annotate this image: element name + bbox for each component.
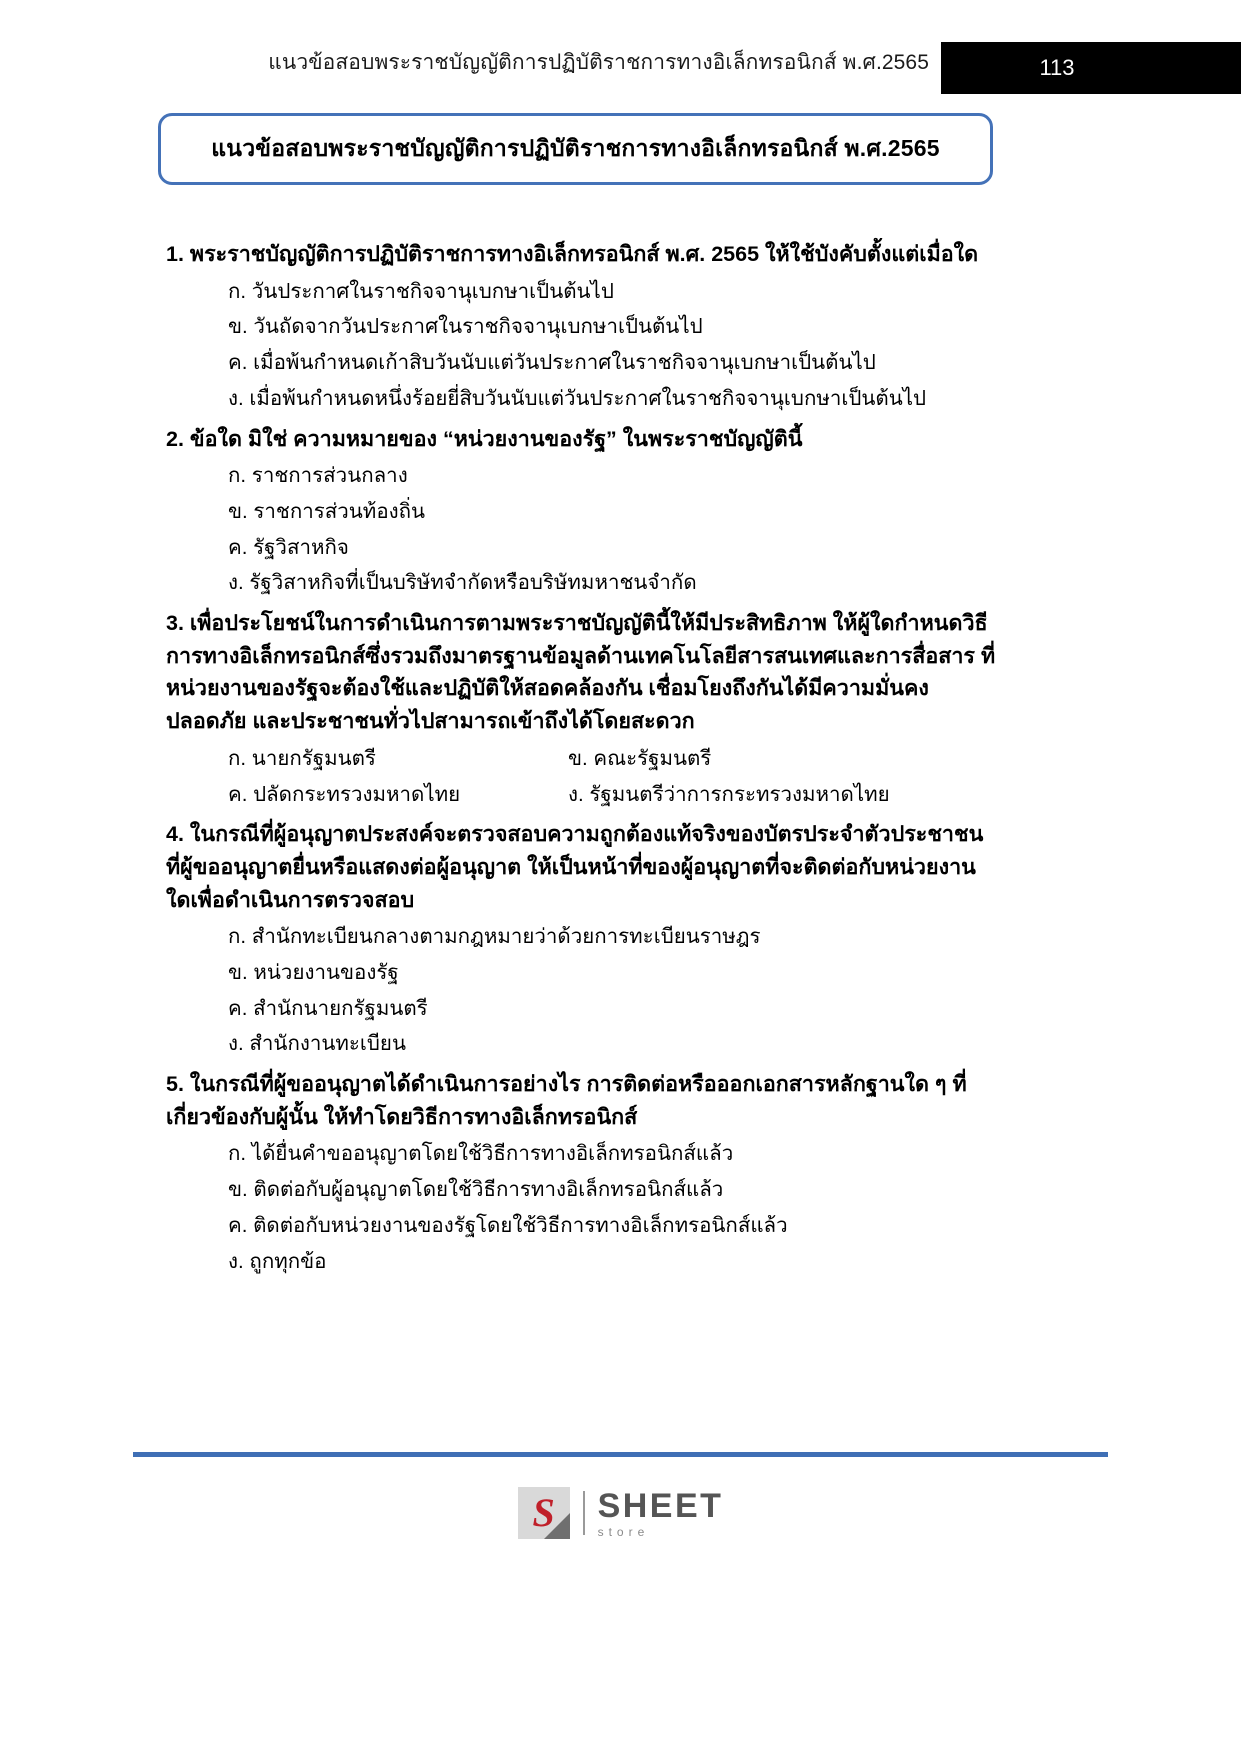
option-item[interactable]: ค. รัฐวิสาหกิจ xyxy=(228,535,349,559)
question-block-4 xyxy=(166,818,996,1062)
logo-divider xyxy=(583,1491,585,1535)
question-text-1: 1. พระราชบัญญัติการปฏิบัติราชการทางอิเล็กทรอนิกส์ พ.ศ. 2565 ให้ใช้บังคับตั้งแต่เมื่อใด xyxy=(166,242,979,266)
page-title: แนวข้อสอบพระราชบัญญัติการปฏิบัติราชการทางอิเล็กทรอนิกส์ พ.ศ.2565 xyxy=(211,135,940,161)
question-text-4: 4. ในกรณีที่ผู้อนุญาตประสงค์จะตรวจสอบความถูกต้องแท้จริงของบัตรประจำตัวประชาชนที่ผู้ขออนุญาตยื่นหรือแสดงต่อผู้อนุญาต ให้เป็นหน้าที่ของผู้อนุญาตที่จะติดต่อกับหน่วยงานใดเพื่อดำเนินการตรวจสอบ xyxy=(166,822,984,912)
option-list-3 xyxy=(166,741,996,812)
logo-wordmark xyxy=(597,1486,724,1539)
page-number: 113 xyxy=(1039,55,1075,80)
option-item[interactable]: ง. รัฐมนตรีว่าการกระทรวงมหาดไทย xyxy=(568,782,890,806)
footer-divider xyxy=(133,1452,1108,1457)
page-header xyxy=(0,0,1241,100)
option-list-4 xyxy=(166,919,996,1062)
option-item[interactable]: ข. วันถัดจากวันประกาศในราชกิจจานุเบกษาเป็นต้นไป xyxy=(228,315,703,339)
document-title-box xyxy=(158,113,993,185)
option-list-5 xyxy=(166,1136,996,1279)
question-text-3: 3. เพื่อประโยชน์ในการดำเนินการตามพระราชบัญญัตินี้ให้มีประสิทธิภาพ ให้ผู้ใดกำหนดวิธีการทางอิเล็กทรอนิกส์ซึ่งรวมถึงมาตรฐานข้อมูลด้านเทคโนโลยีสารสนเทศและการสื่อสาร ที่หน่วยงานของรัฐจะต้องใช้และปฏิบัติให้สอดคล้องกัน เชื่อมโยงถึงกันได้มีความมั่นคงปลอดภัย และประชาชนทั่วไปสามารถเข้าถึงได้โดยสะดวก xyxy=(166,611,996,734)
running-header-title: แนวข้อสอบพระราชบัญญัติการปฏิบัติราชการทางอิเล็กทรอนิกส์ พ.ศ.2565 xyxy=(268,51,929,74)
option-item[interactable]: ก. ได้ยื่นคำขออนุญาตโดยใช้วิธีการทางอิเล็กทรอนิกส์แล้ว xyxy=(228,1142,734,1166)
sheet-logo-icon xyxy=(518,1487,570,1539)
brand-name: SHEET xyxy=(597,1486,724,1525)
option-item[interactable]: ค. เมื่อพ้นกำหนดเก้าสิบวันนับแต่วันประกาศในราชกิจจานุเบกษาเป็นต้นไป xyxy=(228,351,876,375)
option-item[interactable]: ข. หน่วยงานของรัฐ xyxy=(228,960,399,984)
option-row xyxy=(166,741,996,777)
option-item[interactable]: ก. ราชการส่วนกลาง xyxy=(228,464,408,488)
option-list-2 xyxy=(166,458,996,601)
logo-letter: S xyxy=(532,1490,555,1535)
brand-subtitle: store xyxy=(597,1524,650,1539)
page-number-badge xyxy=(941,42,1241,94)
option-list-1 xyxy=(166,274,996,417)
option-item[interactable]: ข. ติดต่อกับผู้อนุญาตโดยใช้วิธีการทางอิเล็กทรอนิกส์แล้ว xyxy=(228,1178,724,1202)
option-item[interactable]: ง. สำนักงานทะเบียน xyxy=(228,1032,406,1056)
option-row xyxy=(166,777,996,813)
exam-content xyxy=(166,238,996,1285)
option-item[interactable]: ก. สำนักทะเบียนกลางตามกฎหมายว่าด้วยการทะเบียนราษฎร xyxy=(228,925,761,949)
question-text-2: 2. ข้อใด มิใช่ ความหมายของ “หน่วยงานของรัฐ” ในพระราชบัญญัตินี้ xyxy=(166,426,803,451)
option-item[interactable]: ง. เมื่อพ้นกำหนดหนึ่งร้อยยี่สิบวันนับแต่วันประกาศในราชกิจจานุเบกษาเป็นต้นไป xyxy=(228,386,927,410)
option-item[interactable]: ค. สำนักนายกรัฐมนตรี xyxy=(228,996,428,1020)
option-item[interactable]: ค. ติดต่อกับหน่วยงานของรัฐโดยใช้วิธีการทางอิเล็กทรอนิกส์แล้ว xyxy=(228,1213,788,1237)
question-text-5: 5. ในกรณีที่ผู้ขออนุญาตได้ดำเนินการอย่างไร การติดต่อหรือออกเอกสารหลักฐานใด ๆ ที่เกี่ยวข้องกับผู้นั้น ให้ทำโดยวิธีการทางอิเล็กทรอนิกส์ xyxy=(166,1072,967,1129)
question-block-2 xyxy=(166,423,996,602)
option-item[interactable]: ค. ปลัดกระทรวงมหาดไทย xyxy=(228,782,461,806)
option-item[interactable]: ง. ถูกทุกข้อ xyxy=(228,1249,327,1273)
question-block-3 xyxy=(166,607,996,812)
footer-logo xyxy=(0,1478,1241,1548)
question-block-5 xyxy=(166,1068,996,1279)
option-item[interactable]: ข. ราชการส่วนท้องถิ่น xyxy=(228,499,426,523)
option-item[interactable]: ข. คณะรัฐมนตรี xyxy=(568,746,712,770)
option-item[interactable]: ก. นายกรัฐมนตรี xyxy=(228,746,376,770)
option-item[interactable]: ง. รัฐวิสาหกิจที่เป็นบริษัทจำกัดหรือบริษัทมหาชนจำกัด xyxy=(228,571,697,595)
option-item[interactable]: ก. วันประกาศในราชกิจจานุเบกษาเป็นต้นไป xyxy=(228,279,614,303)
question-block-1 xyxy=(166,238,996,417)
